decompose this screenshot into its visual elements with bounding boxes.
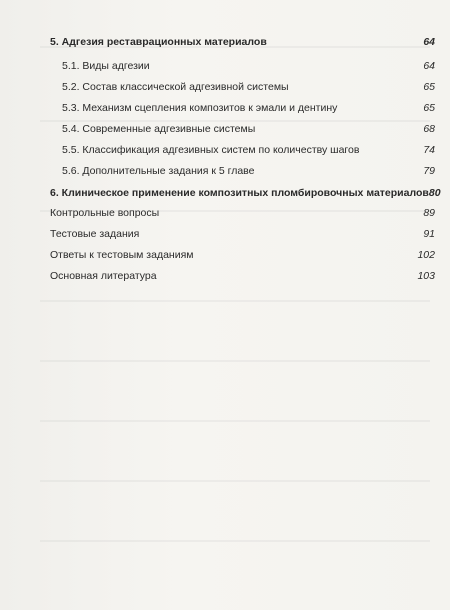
toc-entry-answers: Ответы к тестовым заданиям 102	[50, 249, 435, 261]
toc-entry-chapter-5: 5. Адгезия реставрационных материалов 64	[50, 36, 435, 48]
toc-entry-5-6: 5.6. Дополнительные задания к 5 главе 79	[62, 165, 435, 177]
show-through-line	[40, 420, 430, 422]
toc-entry-control-questions: Контрольные вопросы 89	[50, 207, 435, 219]
show-through-line	[40, 300, 430, 302]
toc-entry-test-tasks: Тестовые задания 91	[50, 228, 435, 240]
toc-entry-5-4: 5.4. Современные адгезивные системы 68	[62, 123, 435, 135]
show-through-line	[40, 360, 430, 362]
toc-entry-chapter-6: 6. Клиническое применение композитных пломбировочных материалов 80	[50, 187, 441, 199]
toc-entry-5-2: 5.2. Состав классической адгезивной системы 65	[62, 81, 435, 93]
toc-entry-5-5: 5.5. Классификация адгезивных систем по количеству шагов 74	[62, 144, 435, 156]
toc-entry-5-3: 5.3. Механизм сцепления композитов к эмали и дентину 65	[62, 102, 435, 114]
toc-entry-5-1: 5.1. Виды адгезии 64	[62, 60, 435, 72]
show-through-line	[40, 540, 430, 542]
show-through-line	[40, 480, 430, 482]
table-of-contents	[50, 36, 441, 283]
toc-entry-literature: Основная литература 103	[50, 270, 435, 282]
